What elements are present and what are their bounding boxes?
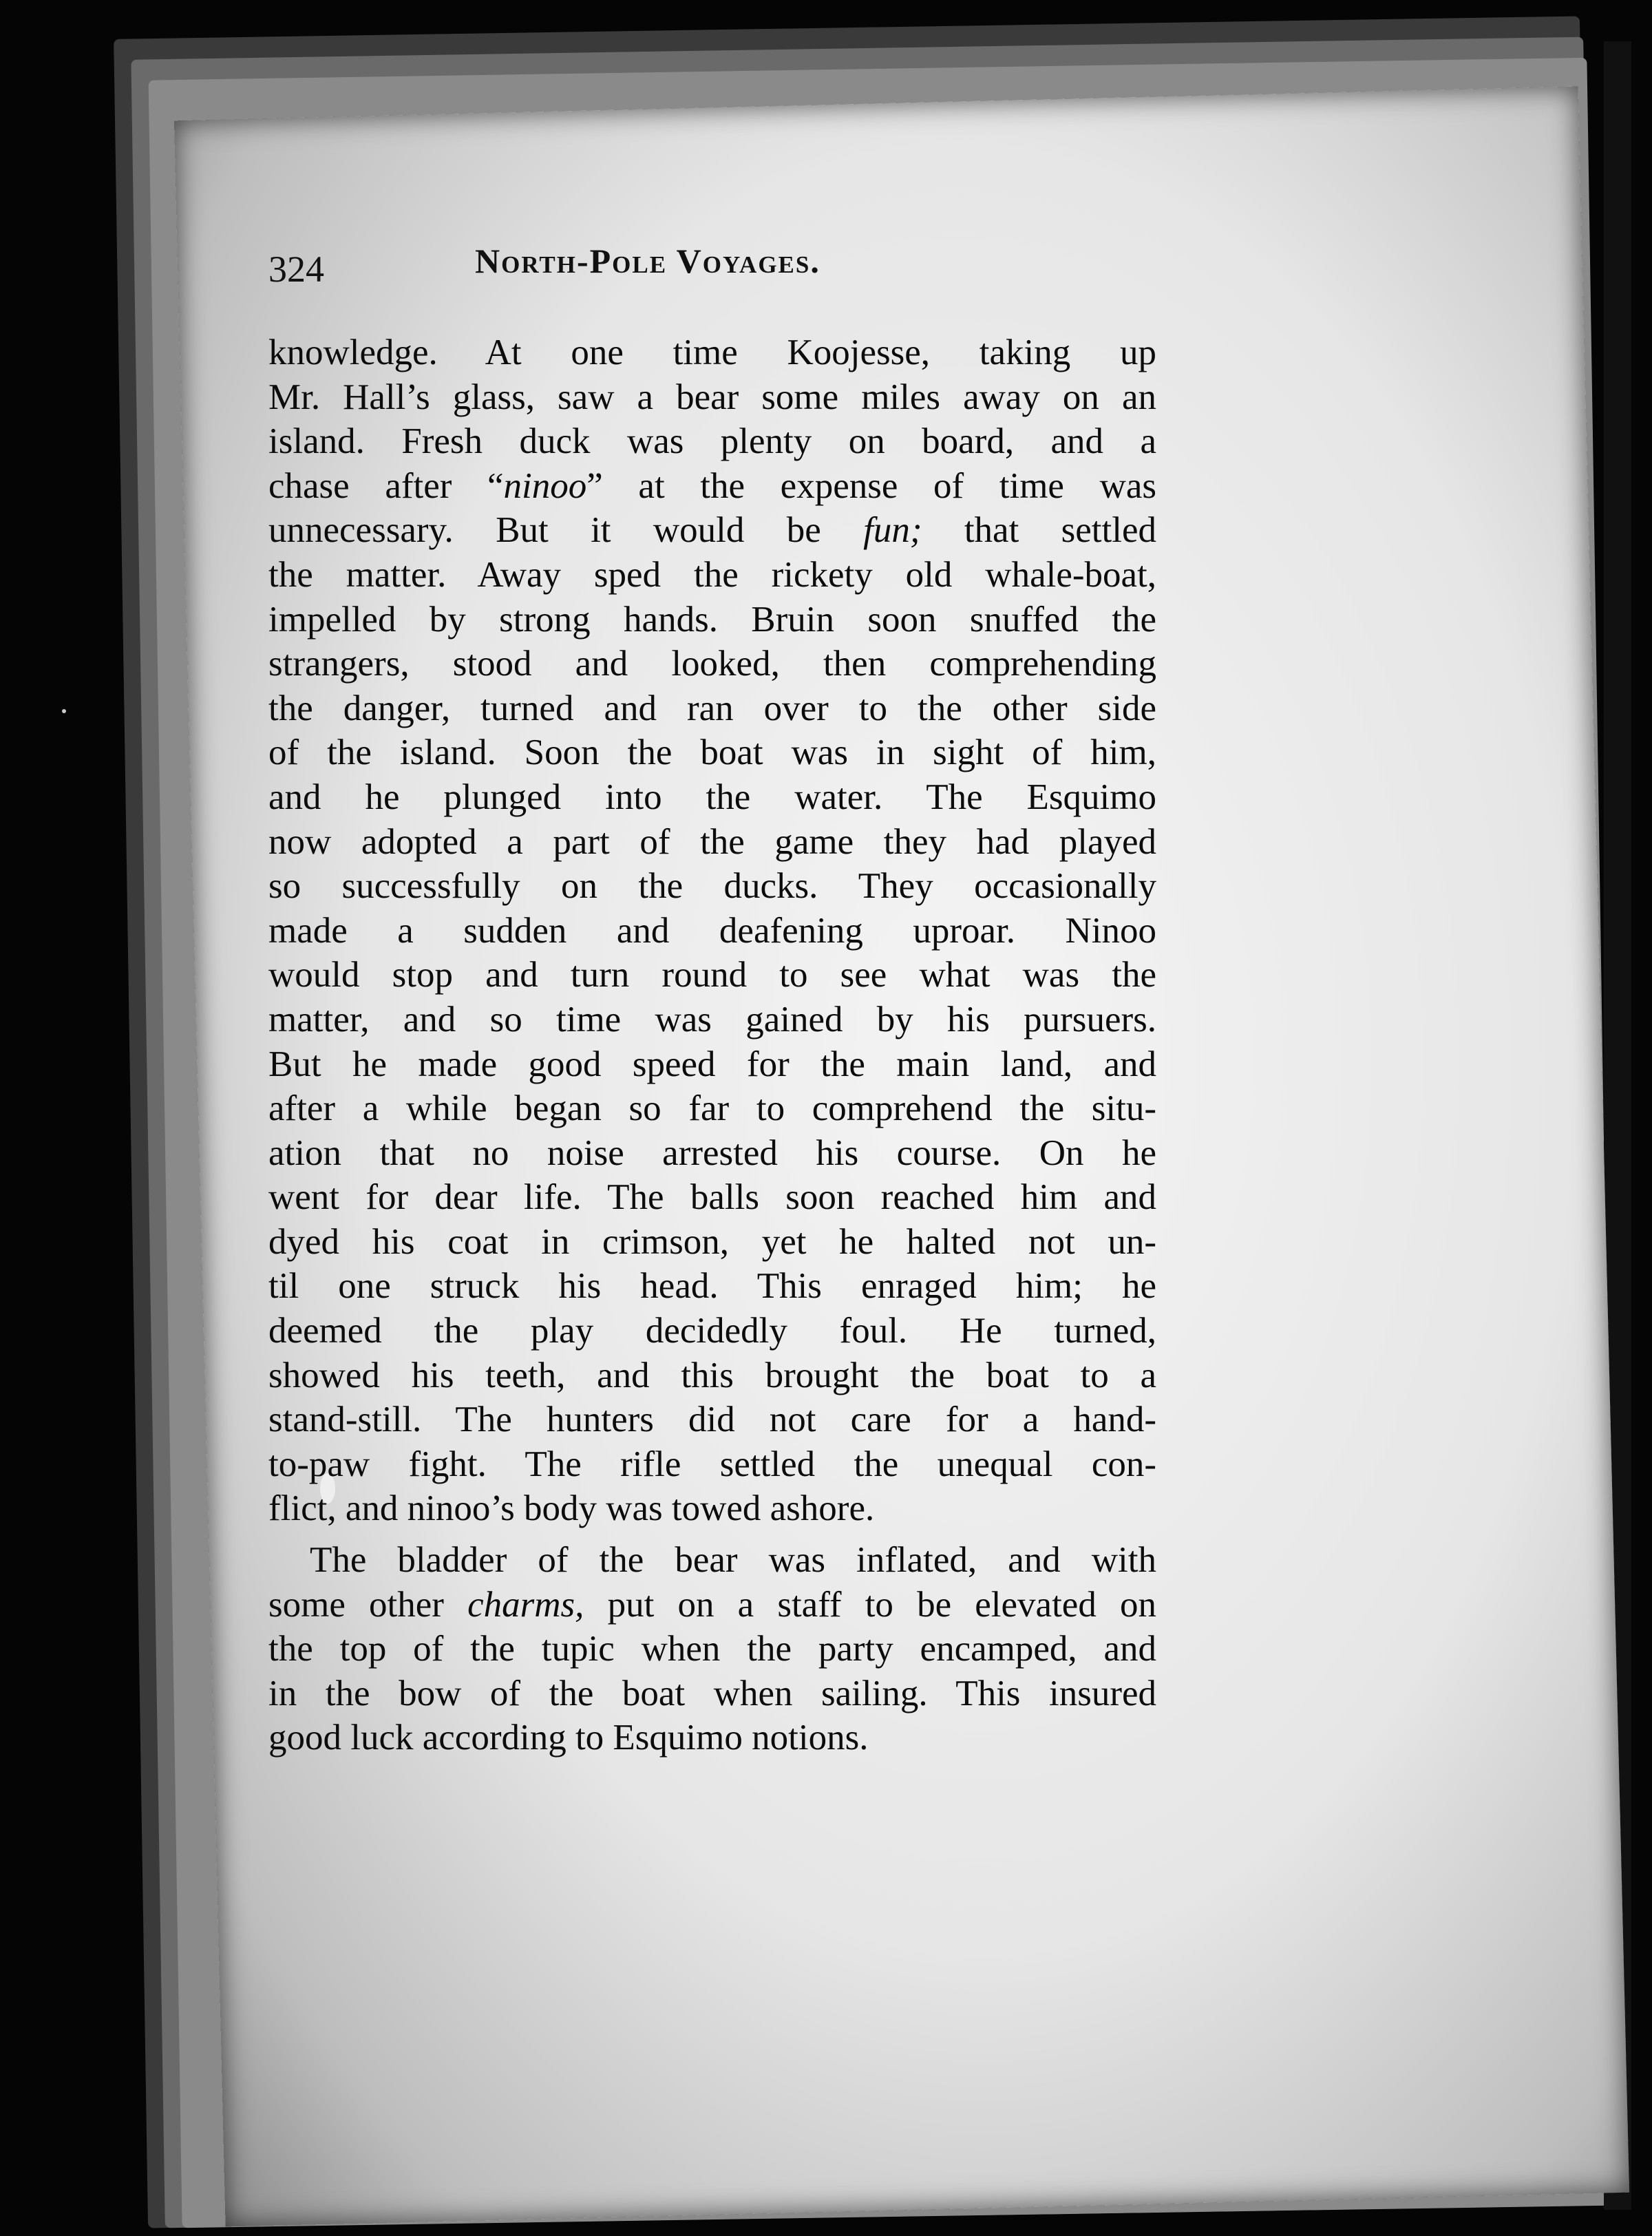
text-line: strangers, stood and looked, then comprehending	[268, 644, 1156, 684]
text-line: went for dear life. The balls soon reached him and	[268, 1177, 1156, 1218]
paragraph	[268, 330, 1156, 1531]
page-header	[268, 242, 1136, 317]
text-line: of the island. Soon the boat was in sight of him,	[268, 732, 1156, 773]
text-line: knowledge. At one time Koojesse, taking up	[268, 333, 1156, 372]
paragraph	[268, 1538, 1156, 1760]
text-line: ation that no noise arrested his course. On he	[268, 1132, 1156, 1173]
text-line: chase after “ninoo” at the expense of time was	[268, 465, 1156, 506]
text-line: But he made good speed for the main land, and	[268, 1044, 1156, 1084]
text-line: now adopted a part of the game they had played	[268, 821, 1156, 862]
text-line: after a while began so far to comprehend the situ-	[268, 1088, 1156, 1129]
text-line: til one struck his head. This enraged him; he	[268, 1266, 1156, 1307]
text-line: would stop and turn round to see what was the	[268, 955, 1156, 995]
running-title: North-Pole Voyages.	[475, 242, 820, 280]
text-line: impelled by strong hands. Bruin soon snuffed the	[268, 599, 1156, 640]
text-line: the matter. Away sped the rickety old whale-boat,	[268, 554, 1156, 595]
text-line: deemed the play decidedly foul. He turned,	[268, 1311, 1156, 1351]
text-line: Mr. Hall’s glass, saw a bear some miles away on an	[268, 377, 1156, 417]
text-line: in the bow of the boat when sailing. This insured	[268, 1673, 1156, 1713]
body-text	[268, 330, 1156, 1767]
page-number: 324	[268, 249, 324, 290]
text-line: the top of the tupic when the party encamped, and	[268, 1629, 1156, 1669]
text-line: unnecessary. But it would be fun; that settled	[268, 510, 1157, 551]
text-line: to-paw fight. The rifle settled the unequal con-	[268, 1444, 1156, 1484]
text-line: so successfully on the ducks. They occasionally	[268, 866, 1156, 907]
text-line: and he plunged into the water. The Esquimo	[268, 777, 1156, 817]
text-line: some other charms, put on a staff to be elevated on	[268, 1584, 1156, 1625]
scan-speck	[62, 709, 66, 713]
text-line: dyed his coat in crimson, yet he halted not un-	[268, 1221, 1156, 1262]
text-line: good luck according to Esquimo notions.	[268, 1718, 869, 1758]
text-line: showed his teeth, and this brought the boat to a	[268, 1355, 1156, 1395]
text-line: flict, and ninoo’s body was towed ashore.	[268, 1488, 875, 1529]
text-line: made a sudden and deafening uproar. Ninoo	[268, 910, 1156, 951]
text-line: the danger, turned and ran over to the other side	[268, 688, 1156, 728]
text-line: stand-still. The hunters did not care for a hand-	[268, 1400, 1156, 1440]
text-line: island. Fresh duck was plenty on board, and a	[268, 421, 1156, 462]
text-line: matter, and so time was gained by his pursuers.	[268, 999, 1156, 1040]
text-line: The bladder of the bear was inflated, and with	[310, 1540, 1156, 1581]
